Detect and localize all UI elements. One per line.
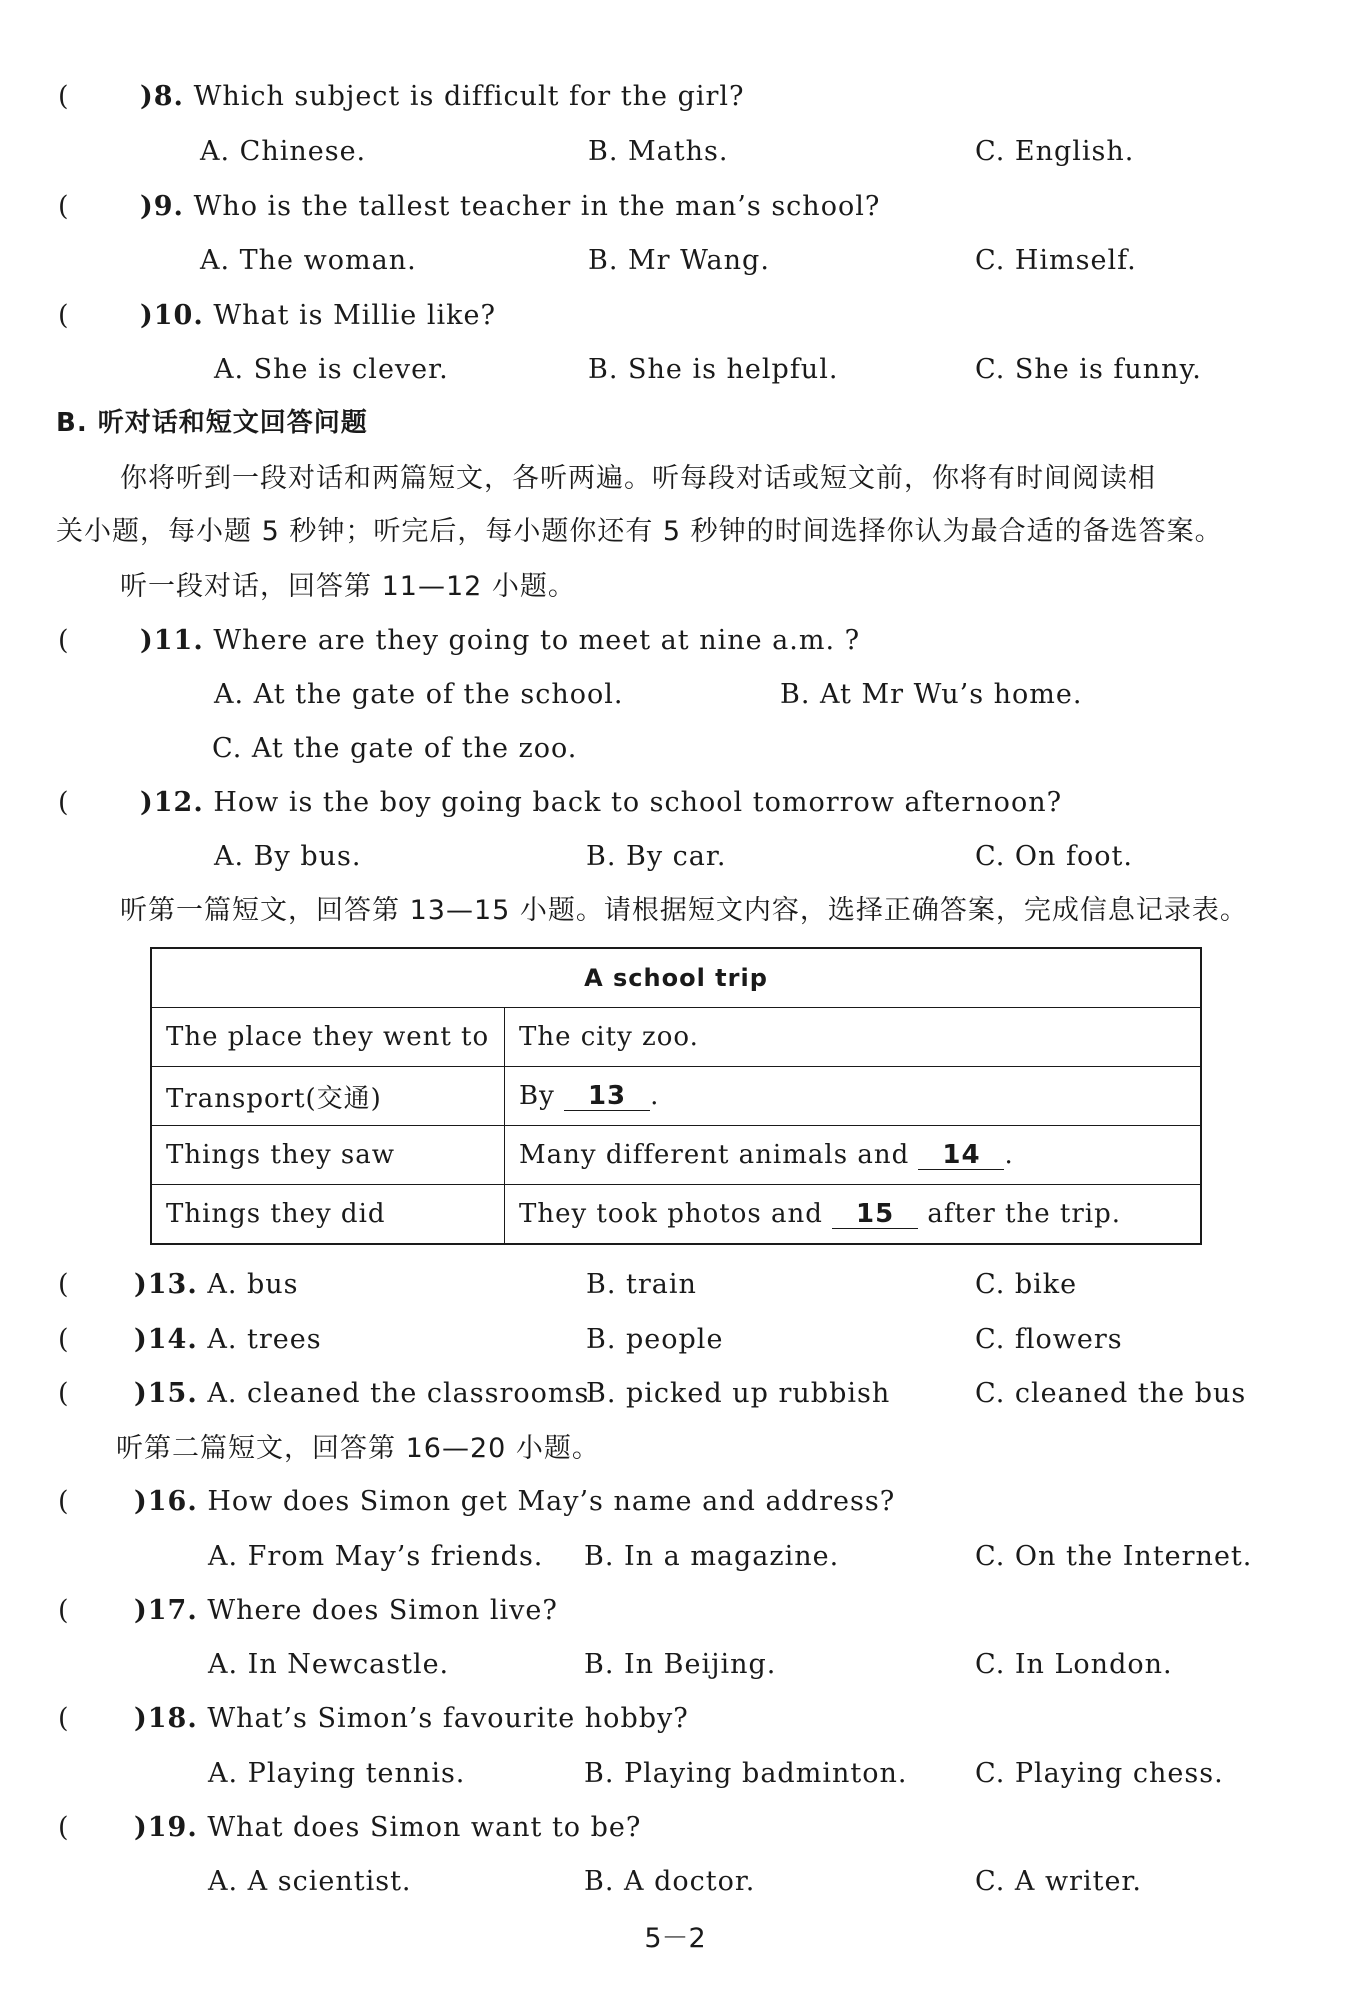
question-text: Who is the tallest teacher in the man’s school? xyxy=(193,191,881,222)
blank-14[interactable]: 14 xyxy=(918,1141,1004,1171)
answer-paren: ( xyxy=(58,1324,69,1355)
option-c: C. She is funny. xyxy=(975,354,1202,385)
table-row xyxy=(151,1008,1201,1067)
option-b: B. In Beijing. xyxy=(584,1649,777,1680)
answer-paren: ( xyxy=(58,300,69,331)
option-a: A. A scientist. xyxy=(208,1866,412,1897)
blank-15[interactable]: 15 xyxy=(832,1200,918,1230)
row-value-text: They took photos and xyxy=(519,1198,823,1229)
row-value xyxy=(505,1126,1202,1185)
option-c: C. Playing chess. xyxy=(975,1758,1224,1789)
row-value xyxy=(505,1185,1202,1245)
row-value-suffix: . xyxy=(650,1080,660,1111)
option-a: A. In Newcastle. xyxy=(208,1649,450,1680)
answer-paren: ( xyxy=(58,1378,69,1409)
question-19 xyxy=(134,1814,641,1841)
answer-paren: ( xyxy=(58,1595,69,1626)
option-c: C. On foot. xyxy=(975,841,1133,872)
option-c: C. At the gate of the zoo. xyxy=(212,733,578,764)
question-text: What’s Simon’s favourite hobby? xyxy=(207,1703,689,1734)
question-number: )12. xyxy=(140,787,204,818)
section-b-intro-line-1: 你将听到一段对话和两篇短文，各听两遍。听每段对话或短文前，你将有时间阅读相 xyxy=(120,463,1156,494)
question-17 xyxy=(134,1597,558,1624)
row-value xyxy=(505,1067,1202,1126)
option-c: C. cleaned the bus xyxy=(975,1378,1247,1409)
answer-paren: ( xyxy=(58,1269,69,1300)
row-value-suffix: after the trip. xyxy=(927,1198,1121,1229)
option-b: B. A doctor. xyxy=(584,1866,756,1897)
option-b: B. people xyxy=(586,1324,724,1355)
option-a: A. The woman. xyxy=(200,245,417,276)
row-value-text: The city zoo. xyxy=(519,1022,699,1052)
question-11 xyxy=(140,627,860,654)
option-a: A. Chinese. xyxy=(200,136,367,167)
answer-paren: ( xyxy=(58,191,69,222)
section-b-intro-line-2: 关小题，每小题 5 秒钟；听完后，每小题你还有 5 秒钟的时间选择你认为最合适的备选答案。 xyxy=(56,516,1223,547)
answer-paren: ( xyxy=(58,1486,69,1517)
question-text: How is the boy going back to school tomorrow afternoon? xyxy=(213,787,1063,818)
option-a: A. At the gate of the school. xyxy=(214,679,624,710)
option-a: A. cleaned the classrooms xyxy=(207,1378,590,1409)
row-value xyxy=(505,1008,1202,1067)
question-text: How does Simon get May’s name and address? xyxy=(207,1486,896,1517)
passage-2-instruction: 听第二篇短文，回答第 16—20 小题。 xyxy=(116,1433,600,1464)
question-number: )8. xyxy=(140,81,184,112)
answer-paren: ( xyxy=(58,1812,69,1843)
option-b: B. picked up rubbish xyxy=(586,1378,891,1409)
table-row xyxy=(151,1126,1201,1185)
answer-paren: ( xyxy=(58,81,69,112)
question-number: )14. xyxy=(134,1324,198,1355)
question-number: )11. xyxy=(140,625,204,656)
option-b: B. Maths. xyxy=(588,136,729,167)
question-text: Where does Simon live? xyxy=(207,1595,558,1626)
row-label: The place they went to xyxy=(151,1008,505,1067)
option-c: C. A writer. xyxy=(975,1866,1142,1897)
row-value-suffix: . xyxy=(1004,1139,1014,1170)
option-a: A. bus xyxy=(207,1269,299,1300)
question-text: What does Simon want to be? xyxy=(207,1812,642,1843)
question-number: )13. xyxy=(134,1269,198,1300)
question-number: )18. xyxy=(134,1703,198,1734)
question-12 xyxy=(140,789,1062,816)
option-a: A. By bus. xyxy=(214,841,362,872)
option-c: C. bike xyxy=(975,1269,1078,1300)
table-row xyxy=(151,1067,1201,1126)
question-text: What is Millie like? xyxy=(213,300,496,331)
answer-paren: ( xyxy=(58,787,69,818)
page-number: 5－2 xyxy=(644,1923,706,1954)
question-number: )10. xyxy=(140,300,204,331)
passage-1-instruction: 听第一篇短文，回答第 13—15 小题。请根据短文内容，选择正确答案，完成信息记录表。 xyxy=(120,895,1248,926)
question-8 xyxy=(140,83,745,110)
option-c: C. English. xyxy=(975,136,1135,167)
option-c: C. Himself. xyxy=(975,245,1137,276)
question-13 xyxy=(134,1271,299,1298)
row-label: Things they saw xyxy=(151,1126,505,1185)
row-label: Transport(交通) xyxy=(151,1067,505,1126)
row-label: Things they did xyxy=(151,1185,505,1245)
dialog-instruction: 听一段对话，回答第 11—12 小题。 xyxy=(120,571,576,602)
answer-paren: ( xyxy=(58,625,69,656)
question-14 xyxy=(134,1326,322,1353)
question-number: )9. xyxy=(140,191,184,222)
option-a: A. From May’s friends. xyxy=(208,1541,544,1572)
question-number: )15. xyxy=(134,1378,198,1409)
table-row xyxy=(151,1185,1201,1245)
question-9 xyxy=(140,193,880,220)
option-a: A. She is clever. xyxy=(214,354,449,385)
table-header-row xyxy=(151,948,1201,1008)
question-number: )19. xyxy=(134,1812,198,1843)
table-title: A school trip xyxy=(151,948,1201,1008)
question-text: Where are they going to meet at nine a.m. ? xyxy=(213,625,861,656)
option-c: C. In London. xyxy=(975,1649,1173,1680)
question-number: )17. xyxy=(134,1595,198,1626)
option-b: B. Mr Wang. xyxy=(588,245,770,276)
answer-paren: ( xyxy=(58,1703,69,1734)
option-b: B. train xyxy=(586,1269,697,1300)
option-b: B. In a magazine. xyxy=(584,1541,840,1572)
option-c: C. On the Internet. xyxy=(975,1541,1253,1572)
blank-13[interactable]: 13 xyxy=(564,1082,650,1112)
option-b: B. She is helpful. xyxy=(588,354,839,385)
question-15 xyxy=(134,1380,589,1407)
option-c: C. flowers xyxy=(975,1324,1123,1355)
question-number: )16. xyxy=(134,1486,198,1517)
row-value-text: Many different animals and xyxy=(519,1139,910,1170)
option-b: B. By car. xyxy=(586,841,727,872)
question-10 xyxy=(140,302,496,329)
option-b: B. Playing badminton. xyxy=(584,1758,908,1789)
option-a: A. Playing tennis. xyxy=(208,1758,466,1789)
section-b-title: B. 听对话和短文回答问题 xyxy=(56,408,368,438)
question-16 xyxy=(134,1488,895,1515)
question-text: Which subject is difficult for the girl? xyxy=(193,81,745,112)
school-trip-table xyxy=(150,947,1202,1245)
question-18 xyxy=(134,1705,689,1732)
row-value-text: By xyxy=(519,1080,555,1111)
option-b: B. At Mr Wu’s home. xyxy=(780,679,1083,710)
option-a: A. trees xyxy=(207,1324,322,1355)
